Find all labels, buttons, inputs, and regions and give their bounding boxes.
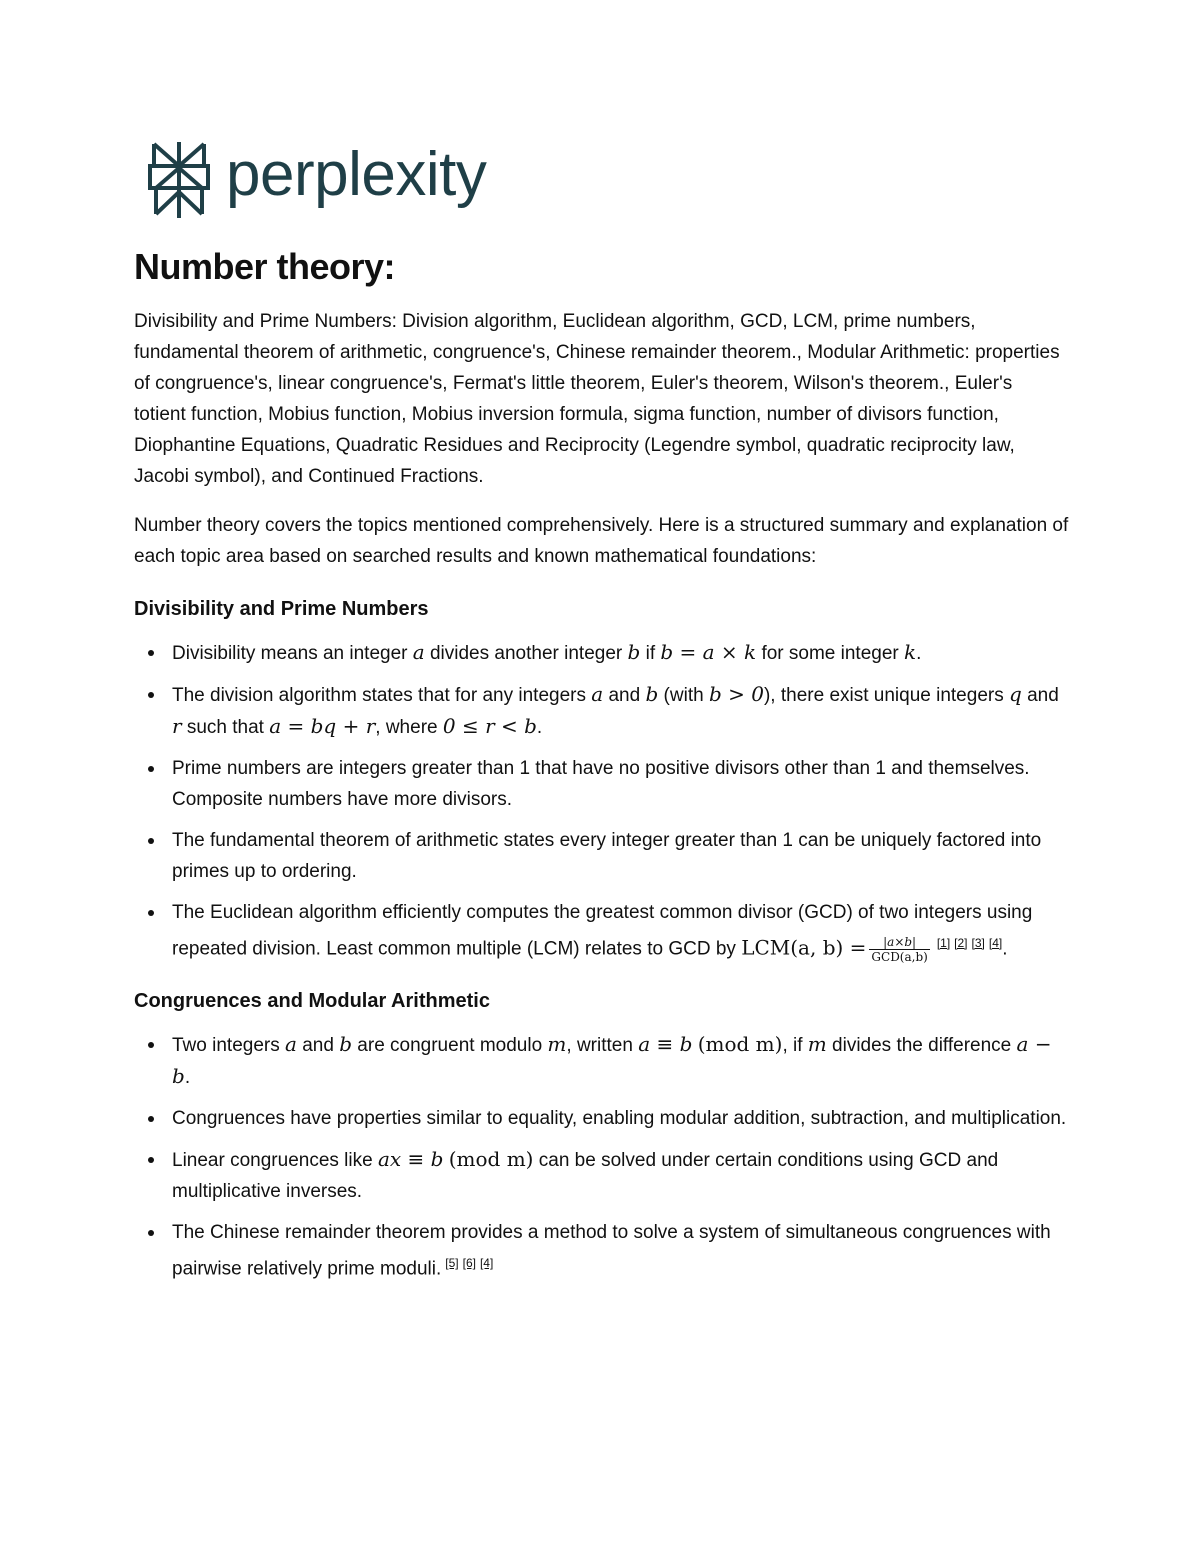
lcm-formula: LCM(a, b) =: [741, 935, 867, 960]
perplexity-logo-icon: [146, 140, 212, 220]
intro-paragraph: Divisibility and Prime Numbers: Division algorithm, Euclidean algorithm, GCD, LCM, prime numbers, fundamental theorem of arithmetic, congruence's, Chinese remainder theorem., Modular Arithmetic: properties of congruence's, linear congruence's, Fermat's little theorem, Euler's theorem, Wilson's theorem., Euler's totient function, Mobius function, Mobius inversion formula, sigma function, number of divisors function, Diophantine Equations, Quadratic Residues and Reciprocity (Legendre symbol, quadratic reciprocity law, Jacobi symbol), and Continued Fractions.: [134, 311, 1060, 487]
section-heading-congruences: Congruences and Modular Arithmetic: [134, 990, 490, 1013]
citation-link[interactable]: [4]: [988, 936, 1003, 950]
list-item: Linear congruences like ax ≡ b (mod m) can be solved under certain conditions using GCD and multiplicative inverses.: [134, 1144, 1069, 1207]
list-item: The division algorithm states that for any integers a and b (with b > 0), there exist unique integers q and r such that a = bq + r, where 0 ≤ r < b.: [134, 679, 1069, 743]
list-item: The fundamental theorem of arithmetic states every integer greater than 1 can be uniquely factored into primes up to ordering.: [134, 825, 1069, 887]
perplexity-logo: [146, 140, 486, 220]
summary-paragraph: Number theory covers the topics mentioned comprehensively. Here is a structured summary and explanation of each topic area based on searched results and known mathematical foundations:: [134, 515, 1069, 567]
list-item: Divisibility means an integer a divides another integer b if b = a × k for some integer k.: [134, 637, 1069, 669]
list-item: Congruences have properties similar to equality, enabling modular addition, subtraction, and multiplication.: [134, 1103, 1069, 1134]
perplexity-wordmark: perplexity: [226, 140, 487, 209]
citation-link[interactable]: [6]: [462, 1256, 476, 1271]
lcm-fraction: $\frac{|a\times b|}{\text{GCD(a,b)}}$: [871, 934, 928, 964]
section-heading-divisibility: Divisibility and Prime Numbers: [134, 598, 429, 620]
list-item: The Euclidean algorithm efficiently computes the greatest common divisor (GCD) of two integers using repeated division. Least common multiple (LCM) relates to GCD by LCM(a, b) = $\frac{|a\times b|}{\text{GCD(a,b)}}$ [1] [2] [3] [4].: [134, 897, 1069, 964]
citation-link[interactable]: [4]: [479, 1256, 494, 1271]
citation-link[interactable]: [3]: [971, 936, 985, 950]
citation-link[interactable]: [1]: [936, 936, 951, 950]
list-item: Prime numbers are integers greater than 1 that have no positive divisors other than 1 and themselves. Composite numbers have more divisors.: [134, 753, 1069, 815]
document-body: [134, 246, 1069, 1295]
congruences-list: [134, 1029, 1069, 1284]
citation-link[interactable]: [2]: [954, 936, 968, 950]
divisibility-list: [134, 637, 1069, 964]
list-item: Two integers a and b are congruent modulo m, written a ≡ b (mod m), if m divides the difference a − b.: [134, 1029, 1069, 1093]
list-item: The Chinese remainder theorem provides a method to solve a system of simultaneous congruences with pairwise relatively prime moduli. [5] [6] [4]: [134, 1217, 1069, 1284]
page-title: Number theory:: [134, 246, 396, 287]
citation-link[interactable]: [5]: [445, 1256, 459, 1271]
